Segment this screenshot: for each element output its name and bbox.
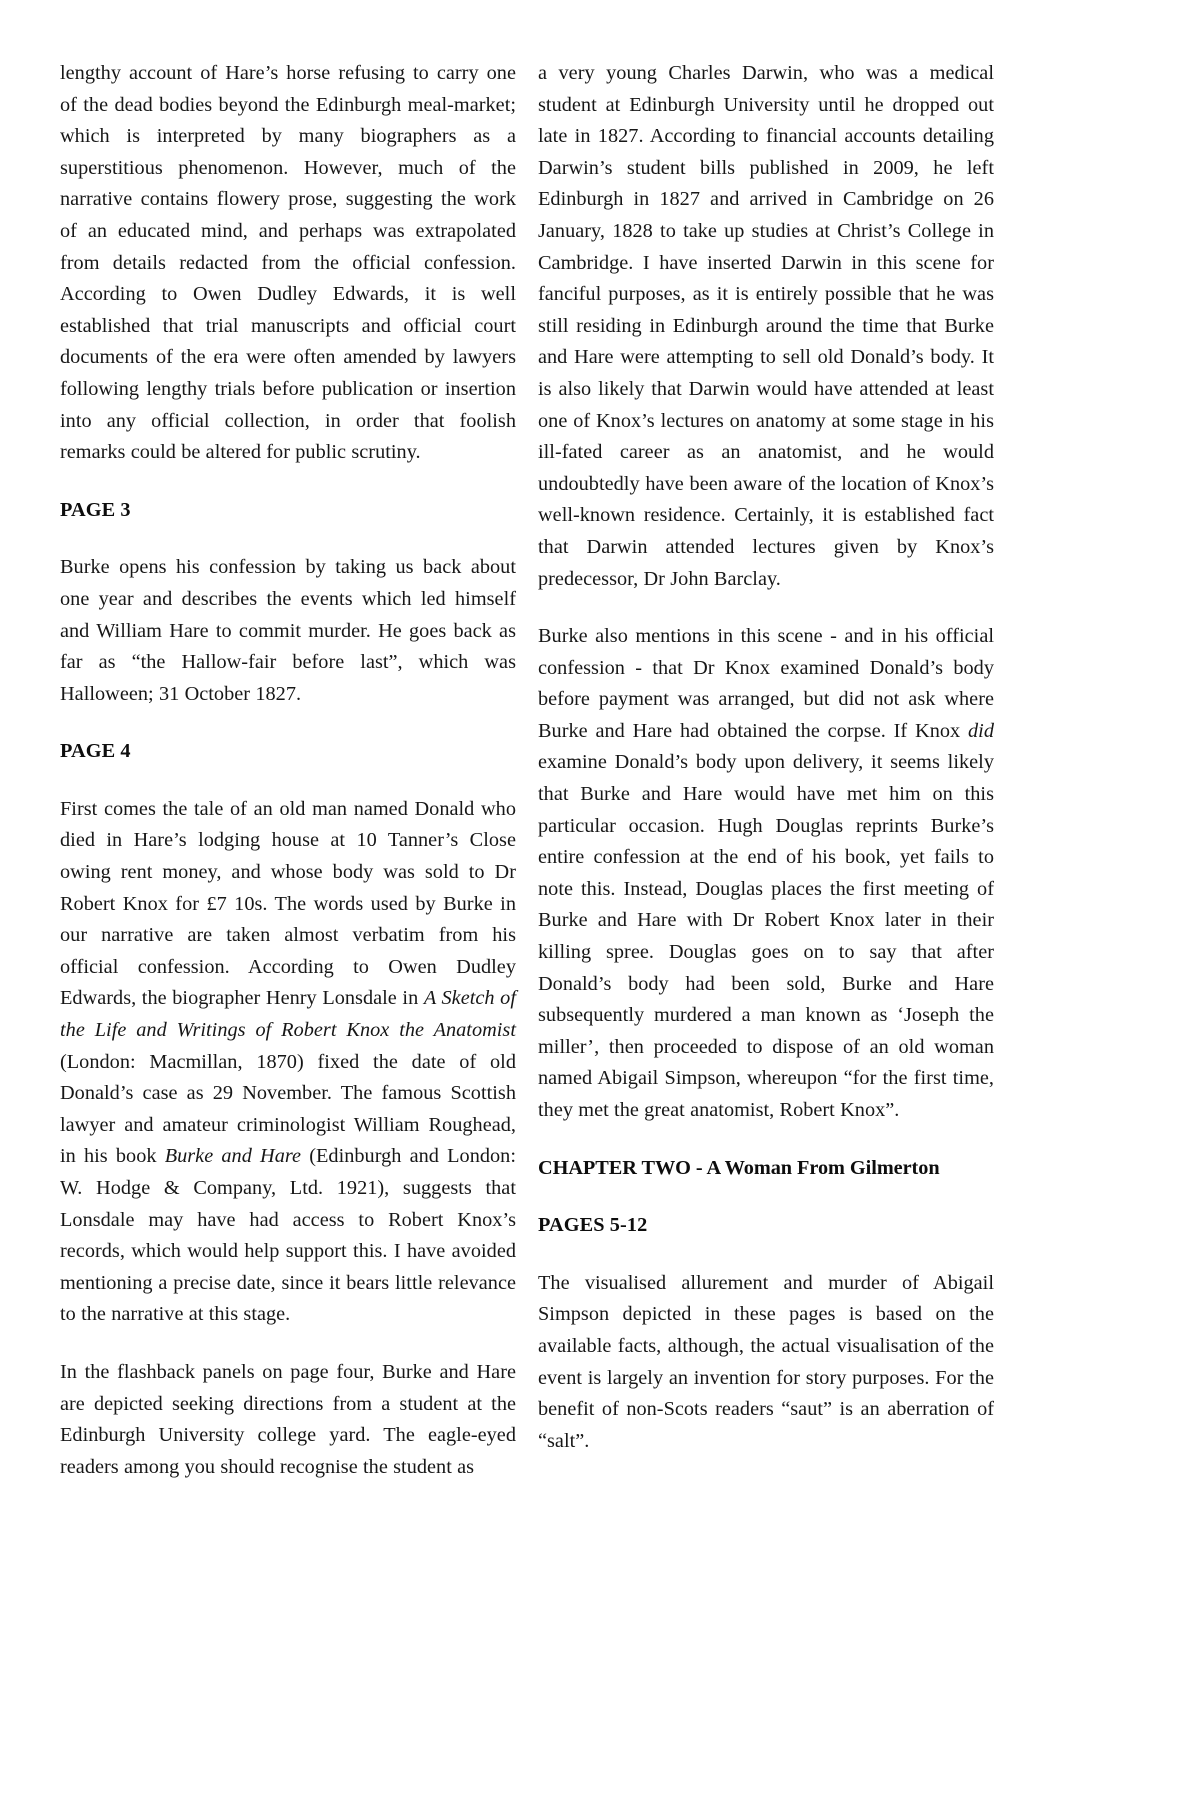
paragraph-old-donald-italic-run-3: Burke and Hare [164,1145,302,1168]
paragraph-knox-examined-body-run-2: examine Donald’s body upon delivery, it seems likely that Burke and Hare would have met him on this particular occasion. Hugh Douglas reprints Burke’s entire confession at the end of his book, yet fails to note this. Instead, Douglas places the first meeting of Burke and Hare with Dr Robert Knox later in their killing spree. Douglas goes on to say that after Donald’s body had been sold, Burke and Hare subsequently murdered a man known as ‘Joseph the miller’, then proceeded to dispose of an old woman named Abigail Simpson, whereupon “for the first time, they met the great anatomist, Robert Knox”. [538,751,994,1121]
heading-pages-5-12: PAGES 5-12 [538,1214,648,1237]
left-text-column [60,58,516,1483]
right-text-column [538,58,994,1457]
heading-page-4: PAGE 4 [60,740,131,763]
paragraph-knox-examined-body-run-0: Burke also mentions in this scene - and in his official confession - that Dr Knox examined Donald’s body before payment was arranged, but did not ask where Burke and Hare had obtained the corpse. If Knox [538,625,994,742]
paragraph-old-donald [60,794,516,1331]
paragraph-burke-confession: Burke opens his confession by taking us back about one year and describes the events which led himself and William Hare to commit murder. He goes back as far as “the Hallow-fair before last”, which was Halloween; 31 October 1827. [60,556,516,705]
two-column-layout [60,58,1140,1740]
paragraph-old-donald-run-0: First comes the tale of an old man named Donald who died in Hare’s lodging house at 10 Tanner’s Close owing rent money, and whose body was sold to Dr Robert Knox for £7 10s. The words used by Burke in our narrative are taken almost verbatim from his official confession. According to Owen Dudley Edwards, the biographer Henry Lonsdale in [60,797,516,1010]
paragraph-old-donald-italic-run-1: A Sketch of the Life and Writings of Robert Knox the Anatomist [60,987,516,1042]
paragraph-abigail-simpson: The visualised allurement and murder of Abigail Simpson depicted in these pages is based on the available facts, although, the actual visualisation of the event is largely an invention for story purposes. For the benefit of non-Scots readers “saut” is an aberration of “salt”. [538,1271,994,1452]
paragraph-old-donald-run-2: (London: Macmillan, 1870) fixed the date of old Donald’s case as 29 November. The famous Scottish lawyer and amateur criminologist William Roughead, in his book [60,1050,516,1168]
heading-chapter-two: CHAPTER TWO - A Woman From Gilmerton [538,1156,940,1179]
paragraph-hare-horse: lengthy account of Hare’s horse refusing to carry one of the dead bodies beyond the Edinburgh meal-market; which is interpreted by many biographers as a superstitious phenomenon. However, much of the narrative contains flowery prose, suggesting the work of an educated mind, and perhaps was extrapolated from details redacted from the official confession. According to Owen Dudley Edwards, it is well established that trial manuscripts and official court documents of the era were often amended by lawyers following lengthy trials before publication or insertion into any official collection, in order that foolish remarks could be altered for public scrutiny. [60,62,516,464]
heading-page-3: PAGE 3 [60,498,131,521]
paragraph-charles-darwin: a very young Charles Darwin, who was a medical student at Edinburgh University until he dropped out late in 1827. According to financial accounts detailing Darwin’s student bills published in 2009, he left Edinburgh in 1827 and arrived in Cambridge on 26 January, 1828 to take up studies at Christ’s College in Cambridge. I have inserted Darwin in this scene for fanciful purposes, as it is entirely possible that he was still residing in Edinburgh around the time that Burke and Hare were attempting to sell old Donald’s body. It is also likely that Darwin would have attended at least one of Knox’s lectures on anatomy at some stage in his ill-fated career as an anatomist, and he would undoubtedly have been aware of the location of Knox’s well-known residence. Certainly, it is established fact that Darwin attended lectures given by Knox’s predecessor, Dr John Barclay. [538,62,994,590]
paragraph-knox-examined-body [538,621,994,1127]
paragraph-knox-examined-body-italic-run-1: did [968,719,994,742]
paragraph-old-donald-run-4: (Edinburgh and London: W. Hodge & Company, Ltd. 1921), suggests that Lonsdale may have had access to Robert Knox’s records, which would help support this. I have avoided mentioning a precise date, since it bears little relevance to the narrative at this stage. [60,1145,516,1326]
paragraph-flashback-panels: In the flashback panels on page four, Burke and Hare are depicted seeking directions from a student at the Edinburgh University college yard. The eagle-eyed readers among you should recognise the student as [60,1360,516,1478]
